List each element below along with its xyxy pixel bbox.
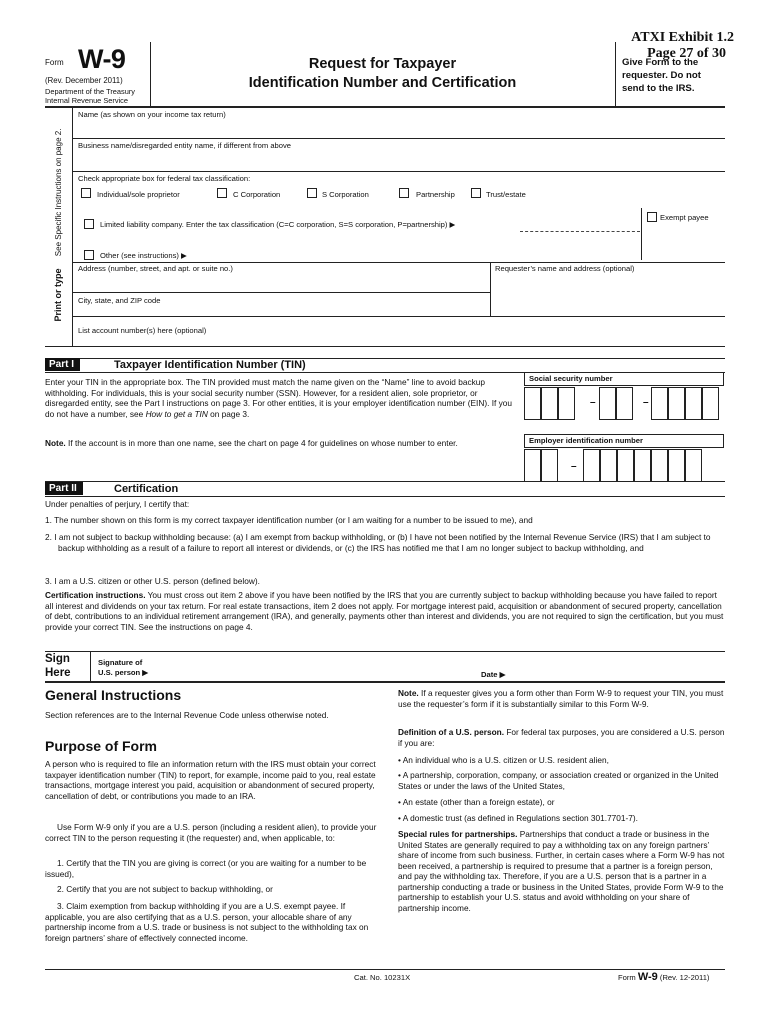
ssn-digit-cell[interactable] <box>616 387 633 420</box>
dept-irs: Internal Revenue Service <box>45 96 128 105</box>
trust-label: Trust/estate <box>486 190 526 199</box>
ssn-digit-cell[interactable] <box>685 387 702 420</box>
dept-treasury: Department of the Treasury <box>45 87 135 96</box>
cert-item-2: 2. I am not subject to backup withholding because: (a) I am exempt from backup withholding, or (b) I have not been notified by the Internal Revenue Service (IRS) that I am subject to backup withholding as a result of a failure to report all interest or dividends, or (c) the IRS has notified me that I am no longer subject to backup withholding, and <box>45 532 711 553</box>
give-line1: Give Form to the <box>622 57 699 68</box>
rev-date: (Rev. December 2011) <box>45 76 123 85</box>
ein-digit-cell[interactable] <box>617 449 634 482</box>
purpose-p2: Use Form W-9 only if you are a U.S. person (including a resident alien), to provide your correct TIN to the person requesting it (the requester) and, when applicable, to: <box>45 822 377 843</box>
date-field[interactable] <box>520 660 720 680</box>
give-form-notice <box>622 56 701 95</box>
partnership-checkbox[interactable] <box>399 188 409 198</box>
form-title <box>150 55 615 93</box>
part-1-label: Part I <box>45 358 80 371</box>
sidebar-instructions <box>53 95 67 355</box>
purpose-p1: A person who is required to file an information return with the IRS must obtain your correct taxpayer identification number (TIN) to report, for example, income paid to you, real estate transactions, mortgage interest you paid, acquisition or abandonment of secured property, cancellation of debt, or contributions you made to an IRA. <box>45 759 376 801</box>
tin-note: Note. If the account is in more than one name, see the chart on page 4 for guidelines on whose number to enter. <box>45 438 458 448</box>
ssn-dash-2: – <box>643 397 649 408</box>
trust-checkbox[interactable] <box>471 188 481 198</box>
exempt-payee-label: Exempt payee <box>660 213 709 222</box>
s-corp-label: S Corporation <box>322 190 369 199</box>
us-person-definition: Definition of a U.S. person. For federal tax purposes, you are considered a U.S. person if you are: <box>398 727 725 748</box>
requester-note: Note. If a requester gives you a form other than Form W-9 to request your TIN, you must use the requester’s form if it is substantially similar to this Form W-9. <box>398 688 724 709</box>
special-rules-partnerships: Special rules for partnerships. Partnerships that conduct a trade or business in the United States are generally required to pay a withholding tax on any foreign partners’ share of income from such business. Further, in certain cases where a Form W-9 has not been received, a partnership is required to presume that a partner is a foreign person, and pay the withholding tax. Therefore, if you are a U.S. person that is a partner in a partnership conducting a trade or business in the United States, provide Form W-9 to the partnership to establish your U.S. status and avoid withholding on your share of partnership income. <box>398 829 725 913</box>
form-number: W-9 <box>78 44 126 74</box>
bullet-trust: • A domestic trust (as defined in Regulations section 301.7701-7). <box>398 813 638 823</box>
llc-label: Limited liability company. Enter the tax classification (C=C corporation, S=S corporation, P=partnership) ▶ <box>100 220 456 229</box>
other-checkbox[interactable] <box>84 250 94 260</box>
bullet-partnership: • A partnership, corporation, company, or association created or organized in the United States or under the laws of the United States, <box>398 770 719 791</box>
name-field-label: Name (as shown on your income tax return) <box>78 110 226 119</box>
ein-dash: – <box>571 461 577 472</box>
ein-digit-cell[interactable] <box>524 449 541 482</box>
ssn-digit-cell[interactable] <box>599 387 616 420</box>
ein-header: Employer identification number <box>524 434 724 448</box>
print-or-type: Print or type <box>53 268 63 322</box>
c-corp-label: C Corporation <box>233 190 281 199</box>
bullet-estate: • An estate (other than a foreign estate), or <box>398 797 555 807</box>
see-specific-instructions: See Specific Instructions on page 2. <box>54 128 63 257</box>
footer-form-id: Form W-9 (Rev. 12-2011) <box>618 971 710 983</box>
ssn-header: Social security number <box>524 372 724 386</box>
date-label: Date ▶ <box>481 670 506 679</box>
llc-checkbox[interactable] <box>84 219 94 229</box>
bullet-individual: • An individual who is a U.S. citizen or U.S. resident alien, <box>398 755 609 765</box>
part-1-title: Taxpayer Identification Number (TIN) <box>114 359 306 371</box>
purpose-p3: 1. Certify that the TIN you are giving is correct (or you are waiting for a number to be issued), <box>45 858 367 879</box>
cert-item-1: 1. The number shown on this form is my correct taxpayer identification number (or I am waiting for a number to be issued to me), and <box>45 515 533 525</box>
exempt-payee-checkbox[interactable] <box>647 212 657 222</box>
give-line3: send to the IRS. <box>622 83 695 94</box>
sign-word: Sign <box>45 653 70 665</box>
here-word: Here <box>45 667 71 679</box>
exhibit-page: Page 27 of 30 <box>647 46 726 61</box>
account-label: List account number(s) here (optional) <box>78 326 207 335</box>
purpose-p4: 2. Certify that you are not subject to backup withholding, or <box>57 884 273 894</box>
requester-label: Requester’s name and address (optional) <box>495 264 635 273</box>
signature-field[interactable] <box>170 655 470 679</box>
ein-digit-cell[interactable] <box>651 449 668 482</box>
llc-entry-line[interactable] <box>520 231 640 232</box>
purpose-p5: 3. Claim exemption from backup withholding if you are a U.S. exempt payee. If applicable, you are also certifying that as a U.S. person, your allocable share of any partnership income from a U.S. trade or business is not subject to the withholding tax on foreign partners’ share of effectively connected income. <box>45 901 369 943</box>
ssn-digit-cell[interactable] <box>651 387 668 420</box>
ein-digit-cell[interactable] <box>541 449 558 482</box>
part-2-title: Certification <box>114 483 179 495</box>
city-label: City, state, and ZIP code <box>78 296 161 305</box>
ein-digit-cell[interactable] <box>600 449 617 482</box>
signature-label: Signature of U.S. person ▶ <box>98 658 149 677</box>
ein-digit-cell[interactable] <box>634 449 651 482</box>
tin-instructions: Enter your TIN in the appropriate box. The TIN provided must match the name given on the “Name” line to avoid backup withholding. For individuals, this is your social security number (SSN). However, for a resident alien, sole proprietor, or disregarded entity, see the Part I instructions on page 3. For other entities, it is your employer identification number (EIN). If you do not have a number, see How to get a TIN on page 3. <box>45 377 513 419</box>
general-intro: Section references are to the Internal Revenue Code unless otherwise noted. <box>45 710 329 720</box>
catalog-number: Cat. No. 10231X <box>354 973 411 982</box>
ein-digit-cell[interactable] <box>685 449 702 482</box>
classification-label: Check appropriate box for federal tax classification: <box>78 174 251 183</box>
ein-digit-cell[interactable] <box>583 449 600 482</box>
form-word: Form <box>45 58 64 67</box>
sign-label <box>45 652 71 680</box>
ssn-digit-cell[interactable] <box>668 387 685 420</box>
form-title-line2: Identification Number and Certification <box>248 75 517 91</box>
form-title-line1: Request for Taxpayer <box>308 56 457 72</box>
purpose-heading: Purpose of Form <box>45 738 158 754</box>
c-corp-checkbox[interactable] <box>217 188 227 198</box>
ssn-digit-cell[interactable] <box>524 387 541 420</box>
s-corp-checkbox[interactable] <box>307 188 317 198</box>
ein-digit-cell[interactable] <box>668 449 685 482</box>
ssn-digit-cell[interactable] <box>558 387 575 420</box>
ssn-digit-cell[interactable] <box>702 387 719 420</box>
ssn-digit-cell[interactable] <box>541 387 558 420</box>
business-name-label: Business name/disregarded entity name, if different from above <box>78 141 292 150</box>
perjury-intro: Under penalties of perjury, I certify that: <box>45 499 190 509</box>
give-line2: requester. Do not <box>622 70 701 81</box>
cert-instructions: Certification instructions. You must cross out item 2 above if you have been notified by the IRS that you are currently subject to backup withholding because you have failed to report all interest and dividends on your tax return. For real estate transactions, item 2 does not apply. For mortgage interest paid, acquisition or abandonment of secured property, cancellation of debt, contributions to an individual retirement arrangement (IRA), and generally, payments other than interest and dividends, you are not required to sign the certification, but you must provide your correct TIN. See the instructions on page 4. <box>45 590 724 632</box>
ssn-dash-1: – <box>590 397 596 408</box>
exhibit-label: ATXI Exhibit 1.2 <box>631 30 734 45</box>
address-label: Address (number, street, and apt. or suite no.) <box>78 264 233 273</box>
part-2-label: Part II <box>45 482 83 495</box>
cert-item-3: 3. I am a U.S. citizen or other U.S. person (defined below). <box>45 576 260 586</box>
individual-checkbox[interactable] <box>81 188 91 198</box>
other-label: Other (see instructions) ▶ <box>100 251 187 260</box>
partnership-label: Partnership <box>416 190 455 199</box>
general-instructions-heading: General Instructions <box>45 687 182 703</box>
individual-label: Individual/sole proprietor <box>97 190 180 199</box>
exhibit-stamp <box>614 30 734 61</box>
